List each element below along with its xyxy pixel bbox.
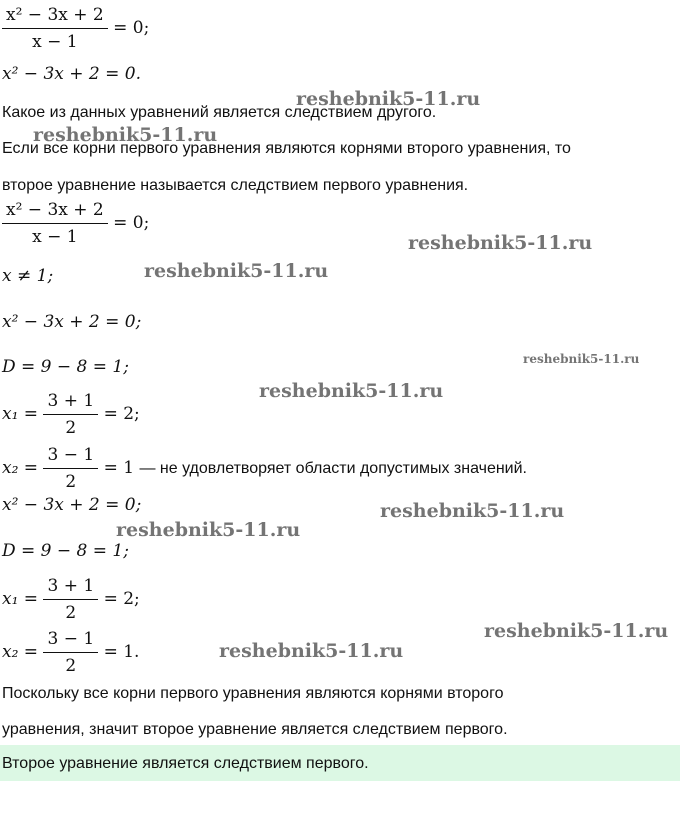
solution-1-denominator: x − 1	[32, 227, 78, 247]
watermark: reshebnik5-11.ru	[380, 500, 565, 522]
domain-condition: x ≠ 1;	[2, 266, 54, 286]
root-numerator: 3 + 1	[43, 390, 98, 415]
root-denominator: 2	[65, 472, 77, 492]
equation-1-rhs: = 0;	[113, 18, 150, 38]
solution-1-discriminant: D = 9 − 8 = 1;	[2, 357, 129, 377]
equation-1-fraction	[2, 4, 108, 53]
root-lhs: x₂ =	[2, 642, 39, 662]
root-numerator: 3 + 1	[43, 575, 98, 600]
watermark: reshebnik5-11.ru	[219, 640, 404, 662]
answer-box	[0, 745, 680, 781]
root-denominator: 2	[65, 418, 77, 438]
root-rhs: = 1	[103, 458, 135, 478]
solution-1-numerator: x² − 3x + 2	[2, 199, 108, 224]
root-lhs: x₁ =	[2, 589, 39, 609]
root-denominator: 2	[65, 656, 77, 676]
root-fraction	[43, 444, 98, 493]
answer-text: Второе уравнение является следствием первого.	[2, 755, 369, 772]
root-rhs: = 1.	[103, 642, 140, 662]
root-rhs: = 2;	[103, 589, 140, 609]
root-denominator: 2	[65, 603, 77, 623]
root-fraction	[43, 575, 98, 624]
root-fraction	[43, 628, 98, 677]
solution-1-rhs: = 0;	[113, 213, 150, 233]
root-numerator: 3 − 1	[43, 628, 98, 653]
root-rhs: = 2;	[103, 404, 140, 424]
question-text: Какое из данных уравнений является следствием другого.	[2, 104, 437, 121]
watermark: reshebnik5-11.ru	[144, 260, 329, 282]
solution-2-root-2	[2, 628, 139, 677]
definition-line-1: Если все корни первого уравнения являются корнями второго уравнения, то	[2, 140, 571, 157]
solution-1-equation	[2, 199, 149, 248]
solution-2-root-1	[2, 575, 140, 624]
root-numerator: 3 − 1	[43, 444, 98, 469]
conclusion-line-1: Поскольку все корни первого уравнения являются корнями второго	[2, 685, 504, 702]
watermark: reshebnik5-11.ru	[523, 352, 640, 366]
watermark: reshebnik5-11.ru	[408, 232, 593, 254]
watermark: reshebnik5-11.ru	[259, 380, 444, 402]
watermark: reshebnik5-11.ru	[484, 620, 669, 642]
solution-2-equation: x² − 3x + 2 = 0;	[2, 495, 142, 515]
equation-1-denominator: x − 1	[32, 32, 78, 52]
equation-1-numerator: x² − 3x + 2	[2, 4, 108, 29]
solution-1-root-1	[2, 390, 140, 439]
solution-1-fraction	[2, 199, 108, 248]
root-lhs: x₂ =	[2, 458, 39, 478]
solution-1-root-2	[2, 444, 527, 493]
equation-2: x² − 3x + 2 = 0.	[2, 64, 141, 84]
root-fraction	[43, 390, 98, 439]
equation-1	[2, 4, 149, 53]
definition-line-2: второе уравнение называется следствием первого уравнения.	[2, 177, 469, 194]
watermark: reshebnik5-11.ru	[33, 124, 218, 146]
conclusion-line-2: уравнения, значит второе уравнение является следствием первого.	[2, 721, 508, 738]
watermark: reshebnik5-11.ru	[116, 519, 301, 541]
root-2-note: — не удовлетворяет области допустимых значений.	[139, 460, 527, 477]
root-lhs: x₁ =	[2, 404, 39, 424]
solution-2-discriminant: D = 9 − 8 = 1;	[2, 541, 129, 561]
watermark: reshebnik5-11.ru	[296, 88, 481, 110]
solution-1-reduced: x² − 3x + 2 = 0;	[2, 312, 142, 332]
